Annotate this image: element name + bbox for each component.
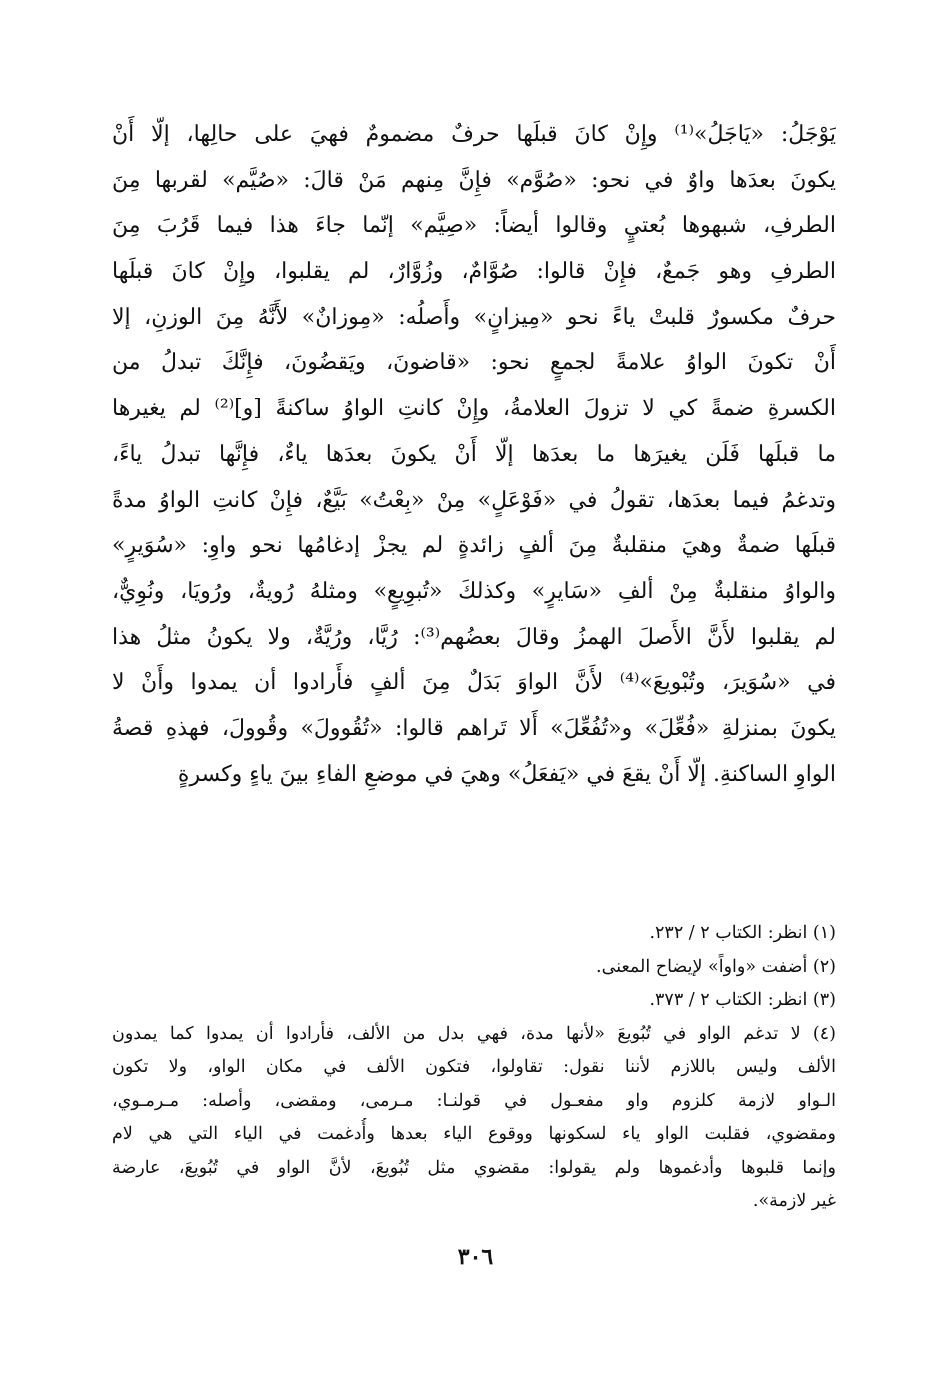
- text-line: قبلَها ضمةٌ وهيَ منقلبةٌ مِنَ ألفٍ زائدةٍ لم يجزْ إدغامُها نحو واوِ: «سُوَيرٍ»: [112, 533, 836, 559]
- text-line: يَوْجَلُ: «يَاجَلُ»⁽¹⁾ وإِنْ كانَ قبلَها حرفٌ مضمومٌ فهيَ على حالِها، إلّا أَنْ: [112, 122, 836, 147]
- footnote-4-continued: الألف وليس باللازم لأننا نقول: تقاولوا، فتكون الألف في مكان الواو، ولا تكون: [112, 1057, 836, 1077]
- text-line: الطرفِ وهو جَمعٌ، فإِنْ قالوا: صُوَّامٌ، وزُوَّارٌ، لم يقلبوا، وإِنْ كانَ قبلَها: [112, 259, 836, 285]
- text-line: يكونَ بمنزلةِ «فُعِّلَ» و«تُفُعِّلَ» أَلا تَراهم قالوا: «تُقُوولَ» وقُوولَ، فهذهِ قصةُ: [112, 715, 836, 741]
- footnote-4-continued: غير لازمة».: [752, 1191, 836, 1211]
- text-line: يكونَ بعدَها واوٌ في نحو: «صُوَّم» فإِنَّ مِنهم مَنْ قالَ: «صُيَّم» لقربها مِنَ: [112, 167, 836, 193]
- text-line: أَنْ تكونَ الواوُ علامةً لجمعٍ نحو: «قاضونَ، ويَقضُونَ، فإِنَّكَ تبدلُ من: [112, 350, 836, 376]
- text-line: ما قبلَها فَلَن يغيرَها ما بعدَها إلّا أَنْ يكونَ بعدَها ياءٌ، فإِنَّها تبدلُ ياءً،: [112, 441, 836, 467]
- footnote-4: (٤) لا تدغم الواو في تُبُويعَ «لأنها مدة، فهي بدل من الألف، فأرادوا أن يمدوا كما يمدون: [112, 1023, 836, 1044]
- text-line: لم يقلبوا لأَنَّ الأَصلَ الهمزُ وقالَ بعضُهم⁽³⁾: رُيَّا، ورُيَّةٌ، ولا يكونُ مثلُ هذا: [112, 624, 836, 650]
- footnote-2: (٢) أضفت «واواً» لإيضاح المعنى.: [596, 956, 836, 977]
- text-line: الطرفِ، شبهوها بُعتيٍ وقالوا أيضاً: «صِيَّم» إنّما جاءَ هذا فيما قَرُبَ مِنَ: [112, 213, 836, 239]
- footnote-4-continued: وإنما قلبوها وأدغموها ولم يقولوا: مقضوي مثل تُبُويعَ، لأنَّ الواو في تُبُويعَ، عارضة: [112, 1157, 836, 1178]
- text-line: والواوُ منقلبةٌ مِنْ ألفِ «سَايرٍ» وكذلكَ «تُبوِيعٍ» ومثلهُ رُويةٌ، ورُويَا، ونُوِيٌّ،: [112, 578, 836, 604]
- text-line: حرفٌ مكسورٌ قلبتْ ياءً نحو «مِيزانٍ» وأَصلُه: «مِوزانٌ» لأَنَّهُ مِنَ الوزنِ، إلا: [112, 304, 836, 330]
- footnotes-block: [112, 917, 836, 1219]
- footnote-4-continued: الـواو لازمة كلزوم واو مفعـول في قولنـا: مـرمى، ومقضى، وأصله: مـرمـوي،: [112, 1090, 836, 1111]
- text-line: الكسرةِ ضمةً كي لا تزولَ العلامةُ، وإِنْ كانتِ الواوُ ساكنةً [و]⁽²⁾ لم يغيرها: [112, 396, 836, 422]
- footnote-3: (٣) انظر: الكتاب ٢ / ٣٧٣.: [649, 990, 836, 1010]
- text-line: وتدغمُ فيما بعدَها، تقولُ في «فَوْعَلٍ» مِنْ «بِعْتُ» بَيَّعٌ، فإِنْ كانتِ الواوُ مدةً: [112, 487, 836, 513]
- footnote-1: (١) انظر: الكتاب ٢ / ٢٣٢.: [649, 923, 836, 943]
- footnote-4-continued: ومقضوي، فقلبت الواو ياء لسكونها ووقوع الياء بعدها وأُدغمت في الياء التي هي لام: [112, 1124, 836, 1144]
- main-text-block: [112, 112, 836, 797]
- text-line: في «سُوَيرَ، وتُبْويعَ»⁽⁴⁾ لأَنَّ الواوَ بَدَلٌ مِنَ ألفٍ فأَرادوا أن يمدوا وأَنْ لا: [112, 670, 836, 696]
- page-number: ٣٠٦: [457, 1244, 494, 1270]
- text-line: الواوِ الساكنةِ. إلّا أَنْ يقعَ في «يَفعَلُ» وهيَ في موضعِ الفاءِ بينَ ياءٍ وكسرةٍ: [177, 761, 836, 787]
